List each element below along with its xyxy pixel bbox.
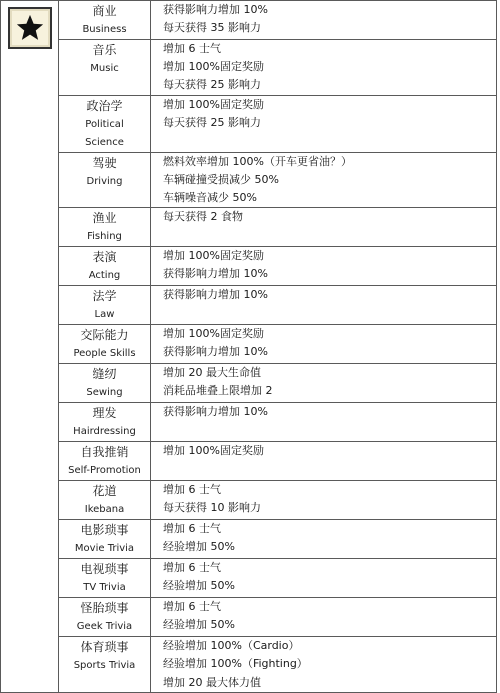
effect-line: 经验增加 50%: [163, 579, 235, 593]
skill-row: [1, 286, 497, 325]
skill-name-zh: 花道: [92, 484, 117, 499]
skill-name-cell: [59, 481, 151, 520]
skill-name-zh: 电视琐事: [80, 562, 129, 577]
skill-name-cell: [59, 442, 151, 481]
skill-name-en: Sports Trivia: [73, 660, 136, 672]
skill-name-cell: [59, 403, 151, 442]
icon-cell: [1, 1, 59, 693]
skill-row: [1, 598, 497, 637]
skill-row: [1, 364, 497, 403]
skill-name-zh: 法学: [92, 289, 117, 304]
skill-name-en: Political: [85, 118, 124, 130]
effect-line: 每天获得 35 影响力: [163, 21, 261, 35]
skill-effects-cell: [151, 598, 497, 637]
skill-row: [1, 40, 497, 96]
skill-effects-cell: [151, 403, 497, 442]
skill-name-cell: [59, 598, 151, 637]
effect-line: 车辆碰撞受损减少 50%: [163, 172, 279, 186]
effect-line: 经验增加 50%: [163, 618, 235, 632]
skill-row: [1, 637, 497, 693]
skill-name-en: Acting: [88, 270, 121, 282]
skill-name-en: People Skills: [73, 348, 136, 360]
skill-name-zh: 表演: [92, 250, 117, 265]
effect-line: 获得影响力增加 10%: [163, 288, 268, 302]
skill-name-en: Fishing: [87, 231, 122, 243]
effect-line: 增加 100%固定奖励: [163, 444, 264, 458]
effect-line: 经验增加 100%（Cardio）: [163, 639, 300, 653]
skill-name-cell: [59, 247, 151, 286]
skill-row: [1, 95, 497, 152]
skill-row: [1, 442, 497, 481]
skill-effects-cell: [151, 442, 497, 481]
skill-name-cell: [59, 637, 151, 693]
skill-row: [1, 520, 497, 559]
skill-name-cell: [59, 1, 151, 40]
skill-row: [1, 325, 497, 364]
skill-name-en: Music: [90, 63, 119, 74]
effect-line: 增加 6 士气: [163, 600, 221, 614]
skill-name-zh: 音乐: [92, 43, 117, 57]
effect-line: 增加 100%固定奖励: [163, 249, 264, 263]
skill-row: [1, 559, 497, 598]
effect-line: 消耗品堆叠上限增加 2: [163, 384, 273, 398]
skill-effects-cell: [151, 95, 497, 152]
effect-line: 经验增加 50%: [163, 540, 235, 554]
skill-effects-cell: [151, 364, 497, 403]
effect-line: 增加 6 士气: [163, 522, 221, 536]
skill-effects-cell: [151, 152, 497, 208]
skill-row: [1, 247, 497, 286]
skill-name-cell: [59, 286, 151, 325]
skill-name-cell: [59, 40, 151, 96]
skill-name-en: Business: [82, 24, 127, 35]
skill-name-en: Self-Promotion: [68, 465, 141, 477]
effect-line: 获得影响力增加 10%: [163, 405, 268, 419]
skill-name-en: Science: [85, 136, 124, 148]
skill-name-cell: [59, 208, 151, 247]
effect-line: 车辆噪音减少 50%: [163, 191, 257, 205]
skill-name-en: TV Trivia: [83, 582, 126, 594]
skill-effects-cell: [151, 559, 497, 598]
effect-line: 获得影响力增加 10%: [163, 3, 268, 16]
skill-name-zh: 怪胎琐事: [80, 601, 129, 616]
effect-line: 每天获得 10 影响力: [163, 501, 261, 515]
skill-name-en: Geek Trivia: [76, 621, 133, 633]
skill-name-cell: [59, 152, 151, 208]
effect-line: 增加 20 最大体力值: [163, 675, 261, 689]
skill-name-cell: [59, 364, 151, 403]
effect-line: 每天获得 2 食物: [163, 210, 243, 224]
skill-effects-cell: [151, 247, 497, 286]
skill-effects-cell: [151, 481, 497, 520]
skill-name-zh: 渔业: [92, 211, 117, 226]
skill-row: [1, 208, 497, 247]
skill-name-zh: 交际能力: [80, 328, 129, 343]
skill-name-zh: 缝纫: [92, 367, 117, 382]
skill-row: [1, 1, 497, 40]
skill-name-en: Hairdressing: [73, 426, 136, 438]
skill-name-zh: 政治学: [86, 98, 123, 113]
skill-name-zh: 电影琐事: [80, 523, 129, 538]
skill-effects-cell: [151, 325, 497, 364]
effect-line: 增加 100%固定奖励: [163, 97, 264, 111]
effect-line: 增加 6 士气: [163, 561, 221, 575]
skill-name-cell: [59, 559, 151, 598]
skill-name-cell: [59, 520, 151, 559]
effect-line: 增加 6 士气: [163, 483, 221, 497]
skill-row: [1, 481, 497, 520]
skill-name-en: Driving: [86, 175, 123, 187]
skill-name-en: Sewing: [86, 387, 123, 399]
effect-line: 增加 20 最大生命值: [163, 366, 261, 380]
effect-line: 每天获得 25 影响力: [163, 115, 261, 129]
effect-line: 每天获得 25 影响力: [163, 78, 261, 92]
effect-line: 增加 100%固定奖励: [163, 60, 264, 74]
effect-line: 增加 100%固定奖励: [163, 327, 264, 341]
skill-effects-cell: [151, 208, 497, 247]
skill-effects-cell: [151, 40, 497, 96]
effect-line: 经验增加 100%（Fighting）: [163, 657, 308, 671]
effect-line: 获得影响力增加 10%: [163, 267, 268, 281]
skill-name-zh: 自我推销: [80, 445, 129, 460]
effect-line: 获得影响力增加 10%: [163, 345, 268, 359]
skill-row: [1, 403, 497, 442]
skill-effects-cell: [151, 286, 497, 325]
skill-row: [1, 152, 497, 208]
skill-name-zh: 驾驶: [92, 155, 117, 170]
skill-name-cell: [59, 95, 151, 152]
skill-name-en: Law: [94, 309, 115, 321]
star-icon: [15, 13, 45, 43]
skill-effects-cell: [151, 1, 497, 40]
skill-name-cell: [59, 325, 151, 364]
skill-effects-cell: [151, 637, 497, 693]
effect-line: 增加 6 士气: [163, 42, 221, 55]
skill-name-zh: 理发: [92, 406, 117, 421]
skill-name-zh: 体育琐事: [80, 640, 129, 655]
skill-name-en: Ikebana: [84, 504, 125, 516]
star-badge: [8, 7, 52, 49]
skill-name-en: Movie Trivia: [74, 543, 135, 555]
effect-line: 燃料效率增加 100%（开车更省油？）: [163, 154, 352, 168]
skill-effects-cell: [151, 520, 497, 559]
skill-name-zh: 商业: [92, 4, 117, 18]
